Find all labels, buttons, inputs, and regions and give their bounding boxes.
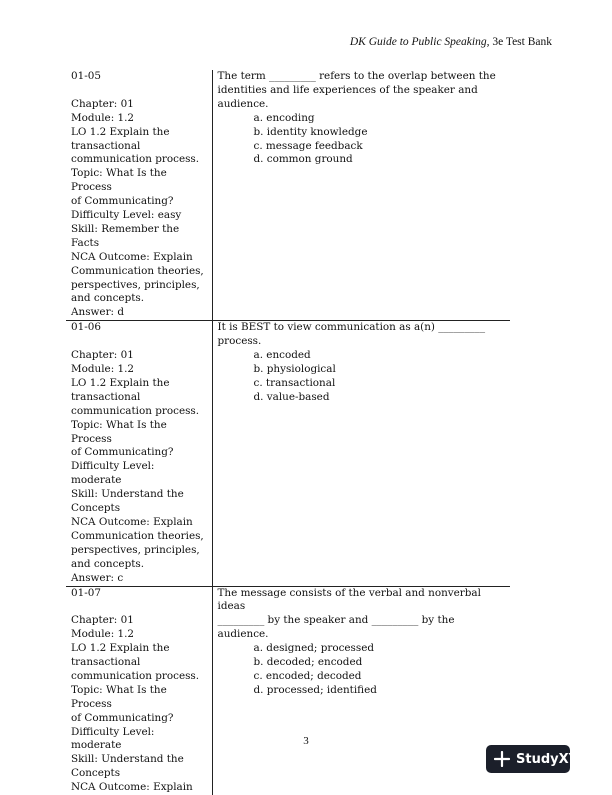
meta-line: and concepts.	[71, 292, 145, 305]
stem-line: The term _________ refers to the overlap between the	[217, 70, 496, 82]
meta-line: Difficulty Level: moderate	[71, 460, 158, 487]
meta-line: Skill: Understand the	[71, 753, 184, 766]
meta-line: Module: 1.2	[71, 111, 135, 124]
meta-line: perspectives, principles,	[71, 278, 200, 291]
choice-b: b. identity knowledge	[253, 125, 368, 138]
meta-line: Skill: Remember the Facts	[71, 222, 183, 249]
question-table	[66, 70, 510, 795]
answer-line: Answer: d	[71, 306, 124, 319]
meta-line: Module: 1.2	[71, 628, 135, 641]
meta-line: Concepts	[71, 767, 121, 780]
choice-a: a. encoding	[253, 111, 315, 124]
meta-line: transactional	[71, 139, 141, 152]
meta-line: Communication theories,	[71, 529, 204, 542]
choice-c: c. message feedback	[253, 139, 363, 152]
meta-line: Communication theories,	[71, 264, 204, 277]
page-number: 3	[303, 735, 309, 747]
meta-line: Difficulty Level: easy	[71, 209, 182, 222]
meta-line: Skill: Understand the	[71, 488, 184, 501]
meta-line: NCA Outcome: Explain	[71, 781, 193, 794]
meta-line: Chapter: 01	[71, 97, 134, 110]
meta-line: transactional	[71, 656, 141, 669]
running-header	[350, 36, 552, 48]
meta-line: Chapter: 01	[71, 614, 134, 627]
question-body	[212, 70, 510, 321]
question-meta	[66, 321, 212, 586]
question-row	[66, 70, 510, 321]
choice-d: d. value-based	[253, 390, 330, 403]
stem-line: audience.	[217, 97, 269, 110]
meta-line: communication process.	[71, 404, 200, 417]
meta-line: communication process.	[71, 669, 200, 682]
question-row	[66, 586, 510, 795]
stem-line: process.	[217, 335, 262, 348]
meta-line: of Communicating?	[71, 195, 174, 208]
book-title: DK Guide to Public Speaking,	[349, 36, 490, 48]
choice-a: a. encoded	[253, 349, 311, 362]
stem-line: The message consists of the verbal and nonverbal ideas	[217, 586, 485, 613]
meta-line: Concepts	[71, 502, 121, 515]
meta-line: Topic: What Is the Process	[71, 683, 171, 710]
plus-icon	[494, 751, 510, 767]
meta-line: perspectives, principles,	[71, 543, 200, 556]
book-subtitle: 3e Test Bank	[489, 36, 552, 48]
choice-c: c. encoded; decoded	[253, 669, 362, 682]
badge-label: StudyXY	[516, 751, 579, 767]
meta-line: Topic: What Is the Process	[71, 167, 171, 194]
question-id: 01-06	[71, 321, 101, 334]
meta-line: LO 1.2 Explain the	[71, 125, 170, 138]
studyxy-badge[interactable]	[486, 745, 579, 773]
meta-line: and concepts.	[71, 557, 145, 570]
meta-line: LO 1.2 Explain the	[71, 376, 170, 389]
meta-line: of Communicating?	[71, 711, 174, 724]
question-meta	[66, 586, 212, 795]
answer-choices	[218, 349, 507, 405]
meta-line: NCA Outcome: Explain	[71, 515, 193, 528]
meta-line: Difficulty Level: moderate	[71, 725, 158, 752]
question-body	[212, 321, 510, 586]
question-meta	[66, 70, 212, 321]
meta-line: NCA Outcome: Explain	[71, 250, 193, 263]
question-row	[66, 321, 510, 586]
meta-line: of Communicating?	[71, 446, 174, 459]
meta-line: transactional	[71, 390, 141, 403]
answer-line: Answer: c	[71, 571, 124, 584]
meta-line: Module: 1.2	[71, 363, 135, 375]
choice-a: a. designed; processed	[253, 642, 375, 655]
question-id: 01-05	[71, 70, 101, 82]
question-id: 01-07	[71, 586, 101, 599]
meta-line: Topic: What Is the Process	[71, 418, 171, 445]
answer-choices	[218, 642, 507, 698]
meta-line: Chapter: 01	[71, 349, 134, 362]
choice-c: c. transactional	[253, 376, 336, 389]
meta-line: communication process.	[71, 153, 200, 166]
choice-d: d. common ground	[253, 153, 353, 166]
answer-choices	[218, 112, 507, 168]
stem-line: _________ by the speaker and _________ by the audience.	[217, 614, 458, 641]
choice-d: d. processed; identified	[253, 683, 377, 696]
choice-b: b. physiological	[253, 363, 336, 376]
stem-line: It is BEST to view communication as a(n) _________	[217, 321, 486, 334]
choice-b: b. decoded; encoded	[253, 656, 363, 669]
meta-line: LO 1.2 Explain the	[71, 642, 170, 655]
stem-line: identities and life experiences of the speaker and	[217, 83, 478, 96]
question-body	[212, 586, 510, 795]
